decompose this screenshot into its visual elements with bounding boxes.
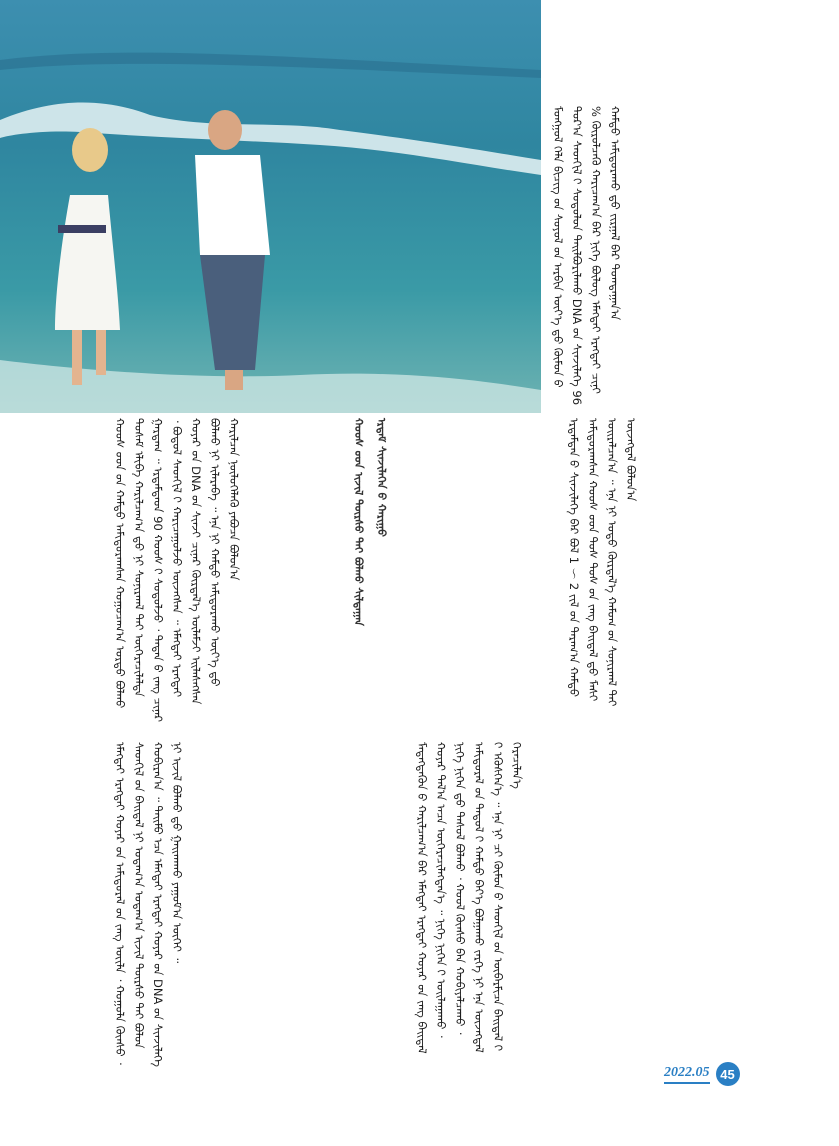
section-heading-2: ᠡᠷᠳᠡᠮ ᠰᠢᠨᠵᠢᠯᠡᠭᠡᠨ ᠦ᠌ ᠬᠠᠷᠢᠭᠤ bbox=[375, 418, 388, 537]
page-footer bbox=[664, 1060, 740, 1088]
issue-date: 2022.05 bbox=[664, 1065, 710, 1084]
text-column-bottom-left: ᠡᠮᠡᠭᠲᠡᠢ ᠡᠷᠡᠭᠲᠡᠢ ᠬᠣᠶᠠᠷ ᠤ᠋ᠨ ᠠᠮᠢᠳᠤᠷᠠᠯ ᠤ᠋ᠨ ᠵᠠᠩ ᠦᠢᠯᠡ ᠂ ᠬᠣᠭᠣᠯᠠ ᠬᠦᠨᠰᠦ ᠂ ᠰᠡᠳᠬᠢᠯ ᠤ᠋ᠨ ᠪᠠᠢᠳᠠᠯ ᠨᠢ ᠤᠳᠠᠭ᠎ᠠ ᠤᠳᠠᠭ᠎ᠠ ᠢᠵᠢᠯ ᠳᠦᠷᠰᠦ ᠲᠠᠢ ᠪᠣᠯᠤᠨ ᠬᠤᠪᠢᠷᠠᠨ᠎ᠠ ᠃ ᠲᠡᠢᠮᠦ ᠡᠴᠡ ᠡᠮᠡᠭᠲᠡᠢ ᠡᠷᠡᠭᠲᠡᠢ ᠬᠣᠶᠠᠷ ᠤ᠋ᠨ DNA ᠤ᠋ᠨ ᠰᠢᠨᠵᠢᠯᠡᠭᠡ ᠨᠢ ᠢᠵᠢᠯ ᠪᠣᠯᠬᠤ ᠳ᠋ᠤ᠌ ᠭᠠᠢᠬᠠᠬᠤ ᠶᠠᠭᠤᠮ᠎ᠠ ᠦᠭᠡᠢ ᠃ bbox=[113, 742, 184, 1067]
couple-on-beach-photo bbox=[0, 0, 541, 413]
text-column-top: ᠮᠣᠩᠭᠣᠯ ᠬᠡᠯᠡ ᠪᠢᠴᠢᠭ ᠦ᠋ᠨ ᠰᠣᠶᠣᠯ ᠤ᠋ᠨ ᠠᠷᠪᠢᠨ ᠦᠶ᠎ᠡ ᠳ᠋ᠤ᠌ ᠬᠦᠮᠦᠨ ᠦ᠌ ᠳᠤᠷ᠎ᠠ ᠰᠡᠳᠬᠢᠯ ᠢ᠋ ᠰᠤᠳᠤᠯᠤᠨ ᠲᠠᠢᠯᠪᠤᠷᠢᠯᠠᠬᠤ DNA ᠤ᠋ᠨ ᠰᠢᠨᠵᠢᠯᠡᠭᠡ 96 % ᠬᠦᠷᠦᠯᠴᠡᠬᠦ ᠬᠠᠷᠢᠴᠠᠭ᠎ᠠ ᠪᠡᠷ ᠨᠢᠭᠡ ᠪᠦᠯᠦᠭ ᠡᠮᠡᠭᠲᠡᠢ ᠡᠷᠡᠭᠲᠡᠢ ᠴᠢᠨᠢ ᠬᠠᠮᠲᠤ ᠠᠮᠢᠳᠤᠷᠠᠬᠤ ᠳ᠋ᠤ᠌ ᠵᠢᠷᠭᠠᠯ ᠪᠡᠷ ᠲᠣᠭᠲᠠᠭᠠᠨ᠎ᠠ bbox=[551, 106, 622, 406]
page-number: 45 bbox=[716, 1062, 740, 1086]
section-heading-1: ᠬᠣᠣᠰ ᠤ᠋ᠳ ᠢᠵᠢᠯ ᠳᠦᠷᠰᠦ ᠲᠠᠢ ᠪᠣᠯᠬᠤ ᠰᠢᠯᠳᠠᠭᠠᠨ bbox=[352, 418, 365, 626]
text-column-middle-left: ᠬᠣᠣᠰ ᠤ᠋ᠳ ᠤ᠋ᠨ ᠬᠠᠮᠲᠤ ᠠᠮᠢᠳᠤᠷᠠᠭᠰᠠᠨ ᠬᠤᠭᠤᠴᠠᠭ᠎ᠠ ᠤᠷᠲᠤ ᠪᠣᠯᠬᠤ ᠲᠤᠰᠠᠮ ᠠ᠋ᠯᠢᠪᠠ ᠬᠠᠷᠢᠯᠴᠠᠭ᠎ᠠ ᠳ᠋ᠤ᠌ ᠨᠢ ᠰᠣᠨᠢᠷᠬᠠᠯ ᠲᠠᠢ ᠥᠭᠡᠷᠡᠴᠢᠯᠡᠯᠲᠡ ᠭᠠᠷᠳᠠᠭ ᠃ ᠡᠷᠳᠡᠮᠲᠡᠳ 90 ᠬᠣᠣᠰ ᠢ᠋ ᠰᠤᠳᠤᠯᠵᠤ ᠂ ᠲᠡᠳᠡᠨ ᠦ᠌ ᠵᠠᠩ ᠴᠢᠨᠠᠷ ᠂ ᠪᠣᠳᠣᠯ ᠰᠡᠳᠬᠢᠯ ᠢ᠋ ᠬᠠᠷᠢᠴᠠᠭᠤᠯᠵᠤ ᠦᠵᠡᠭᠰᠡᠨ ᠃ ᠡᠮᠡᠭᠲᠡᠢ ᠡᠷᠡᠭᠲᠡᠢ ᠬᠣᠶᠠᠷ ᠤ᠋ᠨ DNA ᠤ᠋ᠨ ᠰᠢᠨᠵᠢ ᠴᠢᠨᠠᠷ ᠬᠦᠷᠲᠡᠯ᠎ᠡ ᠦᠯᠡᠮᠵᠢ ᠡᠢᠯᠡᠰᠡᠭᠰᠡᠨ ᠪᠣᠯᠬᠤ ᠨᠢ ᠢᠯᠡᠷᠡᠪᠡ ᠃ ᠡᠨᠡ ᠨᠢ ᠬᠠᠮᠲᠤ ᠠᠮᠢᠳᠤᠷᠠᠬᠤ ᠦᠶ᠎ᠡ ᠳ᠋ᠤ᠌ ᠬᠠᠷᠢᠯᠴᠠᠨ ᠨᠥᠯᠦᠭᠡᠯᠡᠬᠦ ᠶᠠᠪᠤᠴᠠ ᠪᠣᠯᠤᠨ᠎ᠠ bbox=[113, 418, 241, 723]
text-column-bottom-right: ᠮᠡᠳᠡᠭᠳᠡᠬᠦᠨ ᠦ᠌ ᠬᠠᠷᠢᠯᠴᠠᠭ᠎ᠠ ᠪᠡᠷ ᠡᠮᠡᠭᠲᠡᠢ ᠡᠷᠡᠭᠲᠡᠢ ᠬᠣᠶᠠᠷ ᠤ᠋ᠨ ᠵᠠᠩ ᠪᠠᠢᠳᠠᠯ ᠬᠣᠶᠠᠷ ᠲᠠᠯ᠎ᠠ ᠠᠴᠠ ᠥᠭᠡᠷᠡᠴᠢᠯᠡᠭᠳᠡᠨ᠎ᠡ ᠃ ᠨᠢᠭᠡ ᠨᠢᠭᠡᠨ ᠢ᠋ ᠣᠢᠯᠠᠭᠠᠬᠤ ᠂ ᠨᠢᠭᠡ ᠨᠢᠭᠡᠨ ᠳ᠋ᠦ᠍ ᠳᠠᠰᠤᠯ ᠪᠣᠯᠬᠤ ᠂ ᠬᠣᠣᠯ ᠬᠦᠨᠰᠦ ᠪᠡᠨ ᠬᠤᠪᠢᠶᠠᠯᠴᠠᠬᠤ ᠂ ᠠᠮᠢᠳᠤᠷᠠᠯ ᠤ᠋ᠨ ᠳᠠᠳᠤᠯ ᠢ᠋ ᠬᠠᠮᠲᠤ ᠪᠡᠶ᠎ᠡ ᠪᠣᠯᠭᠠᠬᠤ ᠵᠡᠷᠭᠡ ᠨᠢ ᠡᠨᠡ ᠦᠵᠡᠭᠳᠡᠯ ᠢ᠋ ᠡᠭᠦᠰᠭᠡᠨ᠎ᠡ ᠃ ᠡᠨᠡ ᠨᠢ ᠴᠢ ᠬᠦᠮᠦᠨ ᠦ᠌ ᠰᠡᠳᠬᠢᠯ ᠤ᠋ᠨ ᠥᠪᠡᠷᠮᠢᠴᠡ ᠪᠠᠢᠳᠠᠯ ᠢ᠋ ᠭᠡᠷᠡᠴᠢᠯᠡᠨ᠎ᠡ bbox=[415, 742, 524, 1054]
text-column-middle-right: ᠡᠷᠳᠡᠮᠲᠡᠨ ᠦ᠌ ᠰᠢᠨᠵᠢᠯᠡᠭᠡ ᠪᠡᠷ ᠪᠣᠯ 1 ～ 2 ᠵᠢᠯ ᠤ᠋ᠨ ᠳᠠᠷᠠᠭ᠎ᠠ ᠬᠠᠮᠲᠤ ᠠᠮᠢᠳᠤᠷᠠᠭᠰᠠᠨ ᠬᠣᠣᠰ ᠤ᠋ᠳ ᠲᠤᠰ ᠲᠤᠰ ᠤ᠋ᠨ ᠵᠠᠩ ᠪᠠᠢᠳᠠᠯ ᠳ᠋ᠤ᠌ ᠮᠠᠰᠢ ᠣᠢᠷᠠᠯᠴᠠᠨ᠎ᠠ ᠃ ᠡᠨᠡ ᠨᠢ ᠣᠳᠣ ᠬᠦᠷᠲᠡᠯ᠎ᠡ ᠬᠠᠮᠤᠭ ᠤ᠋ᠨ ᠰᠣᠨᠢᠷᠬᠠᠯ ᠲᠠᠢ ᠦᠵᠡᠭᠳᠡᠯ ᠪᠣᠯᠤᠨ᠎ᠠ bbox=[567, 418, 638, 707]
